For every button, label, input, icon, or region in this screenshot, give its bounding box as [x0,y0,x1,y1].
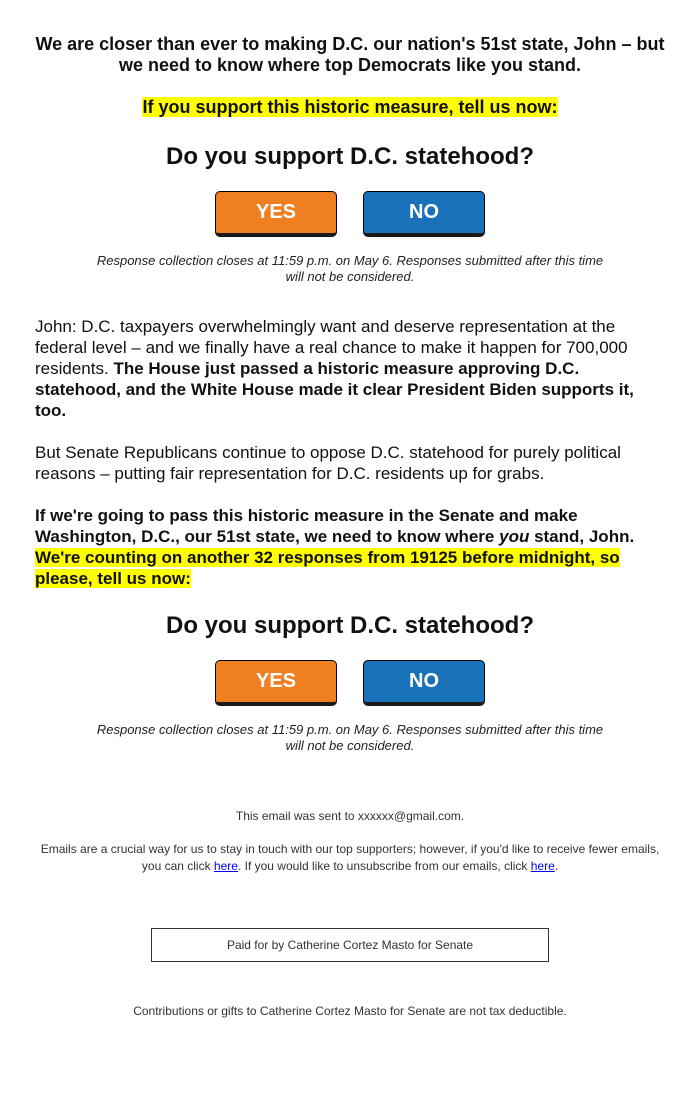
paragraph-bold-text: The House just passed a historic measure approving D.C. statehood, and the White House made it clear President Biden supports it, too. [35,359,634,420]
vote-buttons [35,191,665,237]
yes-button-2[interactable]: YES [215,660,337,706]
ask-line [35,97,665,118]
no-button[interactable]: NO [363,191,485,237]
sent-email: xxxxxx@gmail.com [357,809,461,823]
sent-suffix: . [460,809,465,823]
emails-text-1: Emails are a crucial way for us to stay in touch with our top supporters; however, if you'd like to receive fewer emails, you can click [40,842,660,873]
cta-text-mid: stand, John. [529,527,635,546]
cta-italic-you: you [499,527,530,546]
emails-text-2: . If you would like to unsubscribe from our emails, click [237,859,531,873]
closing-note: Response collection closes at 11:59 p.m. on May 6. Responses submitted after this time will not be considered. [96,253,604,284]
email-preferences-text [38,841,663,875]
cta-highlight: We're counting on another 32 responses from 19125 before midnight, so please, tell us now: [35,548,620,588]
emails-text-3: . [554,859,559,873]
cta-text-start: If we're going to pass this historic measure in the Senate and make Washington, D.C., our 51st state, we need to know where [35,506,578,546]
intro-text: We are closer than ever to making D.C. our nation's 51st state, John – but we need to know where top Democrats like you stand. [35,34,665,75]
sent-prefix: This email was sent to [235,809,358,823]
paid-for-box: Paid for by Catherine Cortez Masto for Senate [151,928,549,962]
question-heading-2: Do you support D.C. statehood? [166,612,534,639]
email-body [35,0,665,1018]
paragraph-plain-text: John: D.C. taxpayers overwhelmingly want and deserve representation at the federal level – and we finally have a real chance to make it happen for 700,000 residents. [35,317,628,378]
ask-highlight: If you support this historic measure, tell us now: [142,97,558,117]
contributions-disclaimer: Contributions or gifts to Catherine Cortez Masto for Senate are not tax deductible. [133,1004,567,1018]
fewer-emails-link[interactable]: here [213,859,238,873]
unsubscribe-link[interactable]: here [530,859,555,873]
paragraph-senate: But Senate Republicans continue to oppose D.C. statehood for purely political reasons – putting fair representation for D.C. residents up for grabs. [35,443,621,483]
vote-buttons-2 [35,660,665,706]
paragraph-representation [35,316,665,421]
yes-button[interactable]: YES [215,191,337,237]
question-heading: Do you support D.C. statehood? [166,143,534,170]
paragraph-call-to-action [35,505,665,589]
sent-to-line [35,809,665,823]
closing-note-2: Response collection closes at 11:59 p.m. on May 6. Responses submitted after this time will not be considered. [96,722,604,753]
no-button-2[interactable]: NO [363,660,485,706]
